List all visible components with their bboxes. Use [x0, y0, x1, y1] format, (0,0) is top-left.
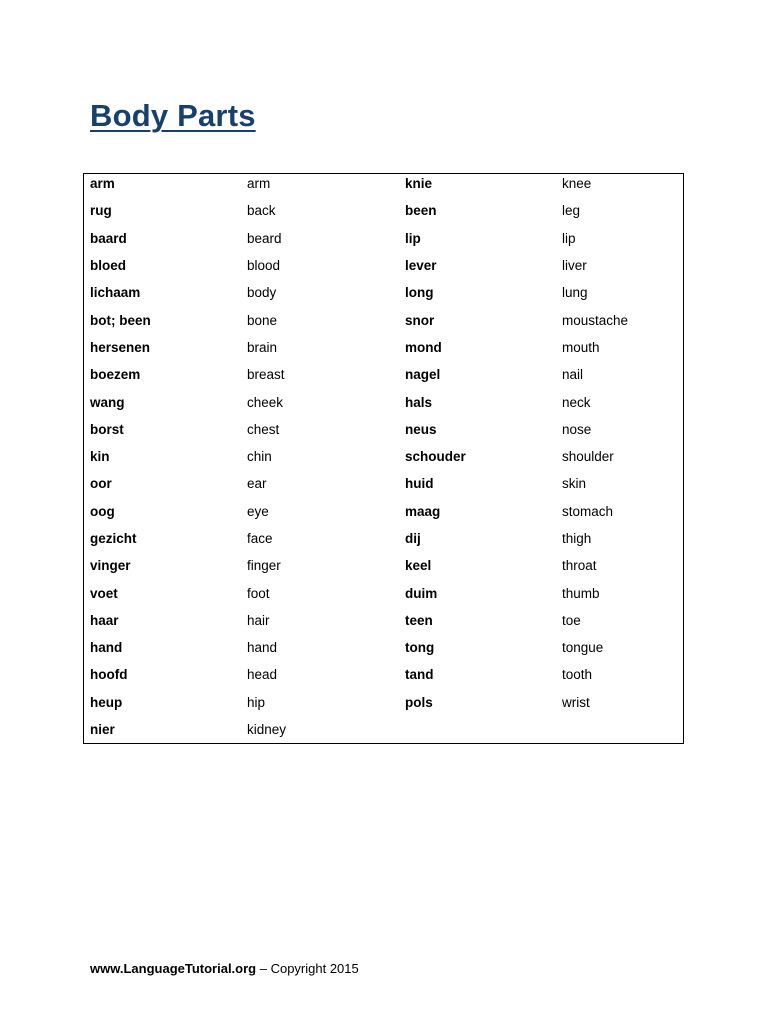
- english-word: nail: [562, 367, 584, 383]
- english-word: toe: [562, 612, 581, 628]
- english-word: skin: [562, 476, 587, 492]
- english-word: tongue: [562, 640, 604, 656]
- english-word: chin: [247, 449, 272, 465]
- dutch-word: rug: [90, 203, 112, 219]
- dutch-word: haar: [90, 612, 119, 628]
- english-word: blood: [247, 258, 281, 274]
- vocabulary-row: [90, 225, 680, 252]
- english-word: liver: [562, 258, 587, 274]
- footer-copyright: – Copyright 2015: [256, 961, 359, 976]
- dutch-word: keel: [405, 558, 432, 574]
- footer-site: www.LanguageTutorial.org: [90, 961, 257, 976]
- english-word: thigh: [562, 531, 592, 546]
- vocabulary-row: [90, 197, 680, 224]
- dutch-word: oor: [90, 476, 112, 492]
- dutch-word: dij: [405, 531, 421, 546]
- dutch-word: lichaam: [90, 285, 141, 301]
- dutch-word: voet: [90, 585, 118, 601]
- dutch-word: lip: [405, 230, 421, 246]
- dutch-word: hersenen: [90, 339, 151, 355]
- vocabulary-row: [90, 416, 680, 443]
- vocabulary-table-box: [83, 173, 684, 744]
- dutch-word: wang: [90, 394, 125, 410]
- english-word: bone: [247, 312, 278, 328]
- english-word: hair: [247, 612, 270, 628]
- dutch-word: oog: [90, 503, 115, 519]
- vocabulary-row: [90, 306, 680, 333]
- english-word: brain: [247, 339, 278, 355]
- vocabulary-row: [90, 388, 680, 415]
- vocabulary-row: [90, 170, 680, 197]
- dutch-word: arm: [90, 176, 115, 192]
- english-word: hand: [247, 640, 278, 656]
- dutch-word: boezem: [90, 367, 141, 383]
- dutch-word: long: [405, 285, 434, 301]
- dutch-word: mond: [405, 339, 442, 355]
- dutch-word: tong: [405, 640, 435, 656]
- vocabulary-row: [90, 498, 680, 525]
- dutch-word: schouder: [405, 449, 466, 465]
- dutch-word: hals: [405, 394, 433, 410]
- vocabulary-row: [90, 252, 680, 279]
- dutch-word: snor: [405, 312, 435, 328]
- dutch-word: been: [405, 203, 437, 219]
- english-word: head: [247, 667, 278, 683]
- dutch-word: huid: [405, 476, 434, 492]
- english-word: mouth: [562, 339, 600, 355]
- english-word: body: [247, 285, 277, 301]
- vocabulary-row: [90, 716, 680, 743]
- english-word: neck: [562, 394, 591, 410]
- english-word: stomach: [562, 503, 614, 519]
- english-word: [562, 716, 680, 743]
- vocabulary-row: [90, 334, 680, 361]
- dutch-word: lever: [405, 258, 437, 274]
- english-word: thumb: [562, 585, 600, 601]
- dutch-word: heup: [90, 694, 123, 710]
- vocabulary-row: [90, 579, 680, 606]
- english-word: wrist: [562, 694, 590, 710]
- english-word: hip: [247, 694, 266, 710]
- english-word: cheek: [247, 394, 284, 410]
- english-word: ear: [247, 476, 267, 492]
- vocabulary-row: [90, 552, 680, 579]
- dutch-word: nagel: [405, 367, 441, 383]
- english-word: moustache: [562, 312, 629, 328]
- vocabulary-row: [90, 525, 680, 552]
- dutch-word: maag: [405, 503, 441, 519]
- dutch-word: hand: [90, 640, 123, 656]
- vocabulary-row: [90, 361, 680, 388]
- dutch-word: vinger: [90, 558, 131, 574]
- footer: [90, 960, 359, 978]
- dutch-word: baard: [90, 230, 127, 246]
- dutch-word: duim: [405, 585, 438, 601]
- dutch-word: kin: [90, 449, 110, 465]
- english-word: nose: [562, 421, 592, 437]
- english-word: lung: [562, 285, 588, 301]
- dutch-word: neus: [405, 421, 437, 437]
- dutch-word: bloed: [90, 258, 126, 274]
- vocabulary-row: [90, 634, 680, 661]
- english-word: arm: [247, 176, 271, 192]
- english-word: breast: [247, 367, 285, 383]
- vocabulary-table-body: [90, 170, 680, 743]
- english-word: leg: [562, 203, 581, 219]
- dutch-word: teen: [405, 612, 433, 628]
- english-word: chest: [247, 421, 280, 437]
- english-word: shoulder: [562, 449, 614, 465]
- english-word: tooth: [562, 667, 593, 683]
- english-word: back: [247, 203, 276, 219]
- english-word: foot: [247, 585, 270, 601]
- english-word: beard: [247, 230, 282, 246]
- dutch-word: [405, 716, 562, 743]
- dutch-word: nier: [90, 722, 115, 738]
- english-word: lip: [562, 230, 576, 246]
- dutch-word: knie: [405, 176, 433, 192]
- vocabulary-row: [90, 279, 680, 306]
- english-word: face: [247, 531, 273, 546]
- dutch-word: hoofd: [90, 667, 128, 683]
- english-word: throat: [562, 558, 597, 574]
- vocabulary-row: [90, 689, 680, 716]
- english-word: finger: [247, 558, 281, 574]
- dutch-word: borst: [90, 421, 124, 437]
- english-word: knee: [562, 176, 592, 192]
- dutch-word: pols: [405, 694, 433, 710]
- dutch-word: bot; been: [90, 312, 151, 328]
- vocabulary-row: [90, 470, 680, 497]
- english-word: kidney: [247, 722, 287, 738]
- page-title: Body Parts: [90, 98, 256, 133]
- vocabulary-row: [90, 607, 680, 634]
- vocabulary-row: [90, 661, 680, 688]
- vocabulary-row: [90, 443, 680, 470]
- dutch-word: gezicht: [90, 531, 137, 546]
- dutch-word: tand: [405, 667, 434, 683]
- vocabulary-table: [90, 170, 680, 743]
- english-word: eye: [247, 503, 269, 519]
